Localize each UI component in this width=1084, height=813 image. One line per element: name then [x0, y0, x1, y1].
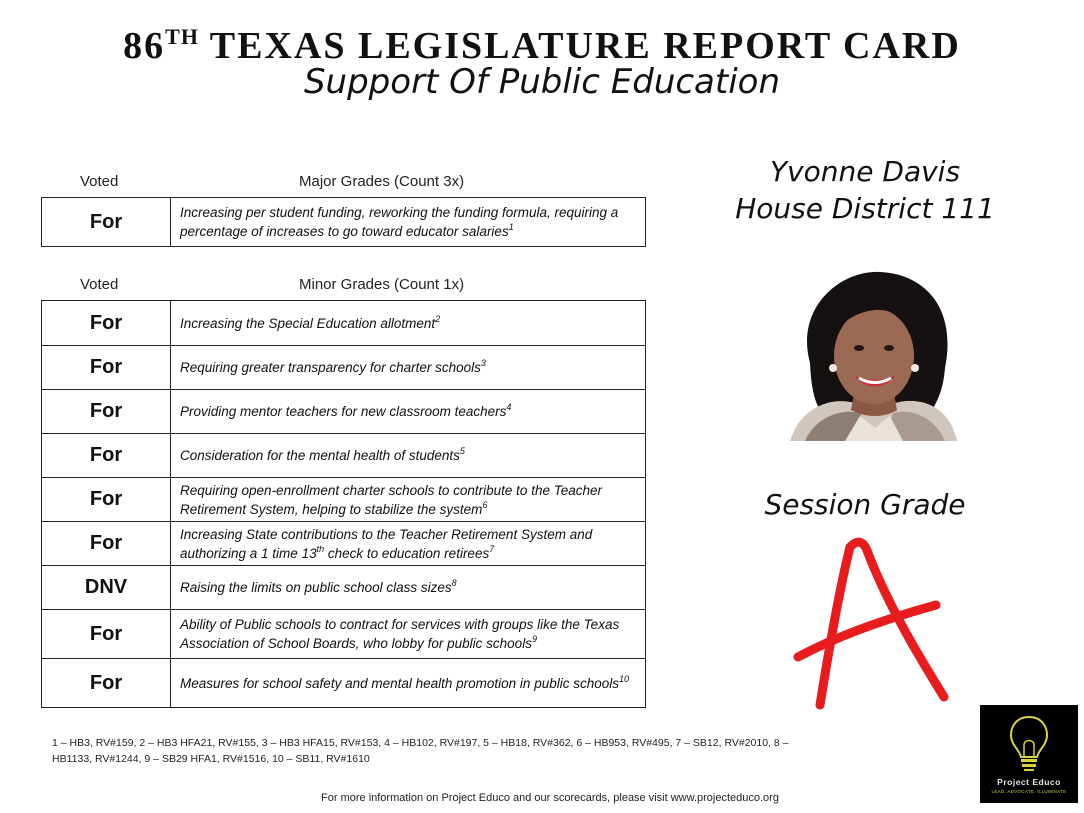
description-text: Ability of Public schools to contract for services with groups like the Texas Association of School Boards, who lobby for public schools: [180, 617, 620, 651]
footnotes: 1 – HB3, RV#159, 2 – HB3 HFA21, RV#155, 3 – HB3 HFA15, RV#153, 4 – HB102, RV#197, 5 – HB18, RV#362, 6 – HB953, RV#495, 7 – SB12, RV#2010, 8 – HB1133, RV#1244, 9 – SB29 HFA1, RV#1516, 10 – SB11, RV#1610: [52, 737, 789, 765]
footnote-ref: 10: [619, 673, 630, 684]
member-info: [690, 153, 1040, 227]
footnote-ref: 1: [508, 222, 514, 232]
ordinal-suffix: th: [316, 543, 325, 554]
session-grade-label: Session Grade: [764, 488, 966, 521]
title-number: 86: [123, 25, 166, 67]
table-row: [42, 478, 646, 522]
description-cell: [171, 434, 646, 478]
footnote-ref: 9: [531, 634, 537, 644]
footnote-ref: 2: [435, 313, 441, 324]
description-cell: [171, 198, 646, 247]
description-text: Raising the limits on public school class sizes: [180, 580, 452, 595]
vote-cell: DNV: [42, 566, 171, 610]
description-cell: [171, 566, 646, 610]
footnote-ref: 6: [482, 499, 488, 510]
description-text-end: check to education retirees: [324, 545, 490, 561]
description-cell: [171, 478, 646, 522]
table-row: [42, 346, 646, 390]
member-district: House District 111: [735, 192, 995, 225]
major-grades-header: Major Grades (Count 3x): [299, 173, 465, 190]
major-grades-table: [41, 197, 646, 247]
description-text: Requiring open-enrollment charter schools to contribute to the Teacher Retirement System, helping to stabilize the system: [180, 482, 602, 517]
description-cell: [171, 346, 646, 390]
table-row: [42, 610, 646, 659]
vote-cell: For: [42, 346, 171, 390]
logo-name: Project Educo: [997, 777, 1061, 787]
description-text: Requiring greater transparency for charter schools: [180, 360, 481, 375]
project-educo-logo: [980, 705, 1078, 803]
description-text: Measures for school safety and mental health promotion in public schools: [180, 675, 619, 691]
table-row: [42, 301, 646, 346]
footnote-ref: 5: [459, 446, 465, 456]
footnote-ref: 4: [506, 402, 512, 412]
table-row: [42, 434, 646, 478]
table-row: [42, 659, 646, 708]
table-row: [42, 390, 646, 434]
logo-tagline: LEAD. ADVOCATE. ILLUMINATE: [991, 789, 1067, 794]
description-text: Providing mentor teachers for new classroom teachers: [180, 404, 507, 419]
portrait-illustration: [785, 268, 960, 441]
description-cell: [171, 659, 646, 708]
description-text: Consideration for the mental health of students: [180, 448, 460, 463]
footnote-ref: 3: [480, 358, 486, 368]
description-text: Increasing State contributions to the Teacher Retirement System and authorizing a 1 time 13: [180, 526, 593, 561]
major-voted-header: Voted: [80, 173, 119, 190]
description-cell: [171, 522, 646, 566]
vote-cell: For: [42, 522, 171, 566]
description-cell: [171, 390, 646, 434]
footer-link-text: For more information on Project Educo and our scorecards, please visit www.projecteduco.org: [321, 792, 779, 804]
vote-cell: For: [42, 301, 171, 346]
footnote-ref: 8: [451, 578, 457, 588]
minor-grades-header: Minor Grades (Count 1x): [299, 276, 465, 293]
footnote-ref: 7: [489, 543, 495, 554]
minor-voted-header: Voted: [80, 276, 119, 293]
description-cell: [171, 610, 646, 659]
member-photo: [785, 268, 960, 441]
title-rest: TEXAS LEGISLATURE REPORT CARD: [198, 25, 961, 67]
vote-cell: For: [42, 434, 171, 478]
title-ordinal: TH: [165, 24, 199, 49]
description-text: Increasing per student funding, reworking the funding formula, requiring a percentage of increases to go toward educator salaries: [180, 205, 619, 239]
description-cell: [171, 301, 646, 346]
lightbulb-icon: [980, 705, 1078, 775]
table-row: [42, 566, 646, 610]
vote-cell: For: [42, 610, 171, 659]
table-row: [42, 522, 646, 566]
vote-cell: For: [42, 390, 171, 434]
table-row: [42, 198, 646, 247]
grade-a-strokes: [798, 542, 944, 705]
vote-cell: For: [42, 478, 171, 522]
grade-value: A: [788, 535, 789, 536]
minor-grades-table: [41, 300, 646, 708]
description-text: Increasing the Special Education allotment: [180, 315, 436, 331]
member-name: Yvonne Davis: [769, 155, 961, 188]
vote-cell: For: [42, 198, 171, 247]
session-grade-letter: [788, 535, 958, 710]
report-subtitle: Support Of Public Education: [303, 62, 781, 102]
vote-cell: For: [42, 659, 171, 708]
